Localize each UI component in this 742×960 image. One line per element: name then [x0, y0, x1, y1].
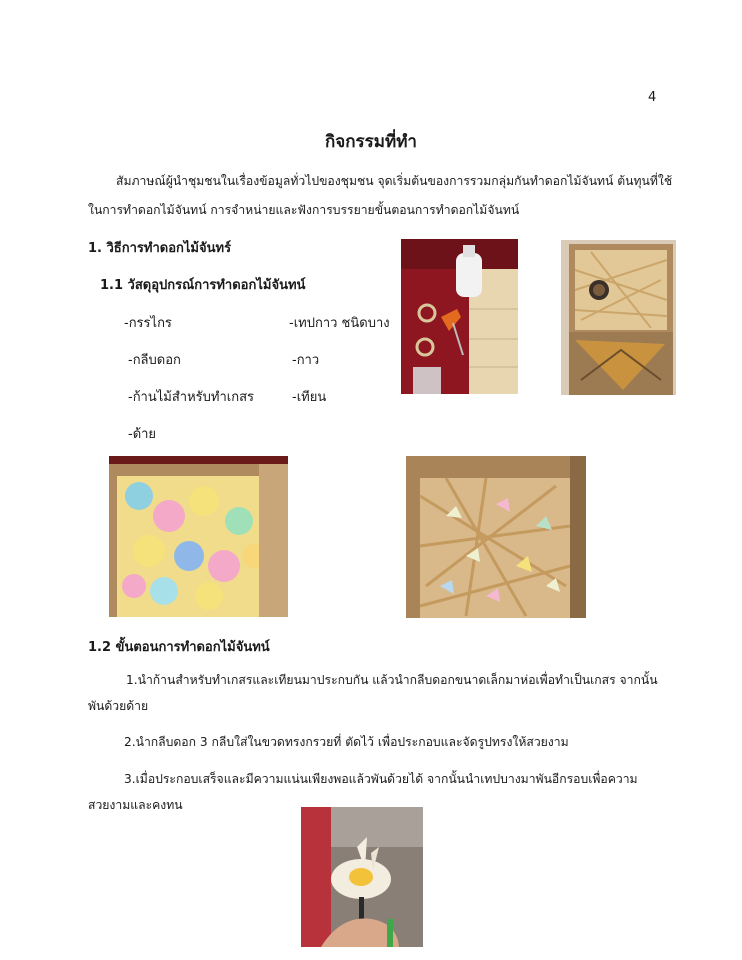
section-1-2-title: 1.2 ขั้นตอนการทำดอกไม้จันทน์ — [88, 640, 270, 655]
intro-line-1: สัมภาษณ์ผู้นำชุมชนในเรื่องข้อมูลทั่วไปของชุมชน จุดเริ่มต้นของการรวมกลุ่มกันทำดอกไม้จันทน์ ต้นทุนที่ใช้ — [116, 174, 673, 188]
photo-tools-on-red-cloth — [401, 239, 518, 394]
material-glue: -กาว — [292, 353, 320, 368]
page-title: กิจกรรมที่ทำ — [325, 132, 417, 152]
page-number: 4 — [648, 90, 657, 105]
section-1-title: 1. วิธีการทำดอกไม้จันทร์ — [88, 241, 232, 256]
step-1-line-1: 1.นำก้านสำหรับทำเกสรและเทียนมาประกบกัน แล้วนำกลีบดอกขนาดเล็กมาห่อเพื่อทำเป็นเกสร จากนั้น — [126, 673, 658, 687]
step-1-line-2: พันด้วยด้าย — [88, 699, 149, 713]
intro-line-2: ในการทำดอกไม้จันทน์ การจำหน่ายและฟังการบรรยายขั้นตอนการทำดอกไม้จันทน์ — [88, 203, 520, 217]
photo-box-of-assembled-flowers — [406, 456, 586, 618]
photo-boxes-of-sticks — [561, 240, 676, 395]
material-petals: -กลีบดอก — [128, 353, 181, 368]
material-tape: -เทปกาว ชนิดบาง — [289, 316, 390, 331]
material-sticks: -ก้านไม้สำหรับทำเกสร — [128, 390, 254, 405]
step-3-line-1: 3.เมื่อประกอบเสร็จและมีความแน่นเพียงพอแล้วพันด้วยได้ จากนั้นนำเทปบางมาพันอีกรอบเพื่อความ — [124, 772, 638, 786]
photo-box-of-colorful-petals — [109, 456, 288, 617]
material-candle: -เทียน — [292, 390, 327, 405]
section-1-1-title: 1.1 วัสดุอุปกรณ์การทำดอกไม้จันทน์ — [100, 278, 306, 293]
step-2: 2.นำกลีบดอก 3 กลีบใส่ในขวดทรงกรวยที่ ตัดไว้ เพื่อประกอบและจัดรูปทรงให้สวยงาม — [124, 735, 569, 749]
material-scissors: -กรรไกร — [124, 316, 172, 331]
step-3-line-2: สวยงามและคงทน — [88, 798, 183, 812]
material-thread: -ด้าย — [128, 427, 157, 442]
photo-finished-flower — [301, 807, 423, 947]
